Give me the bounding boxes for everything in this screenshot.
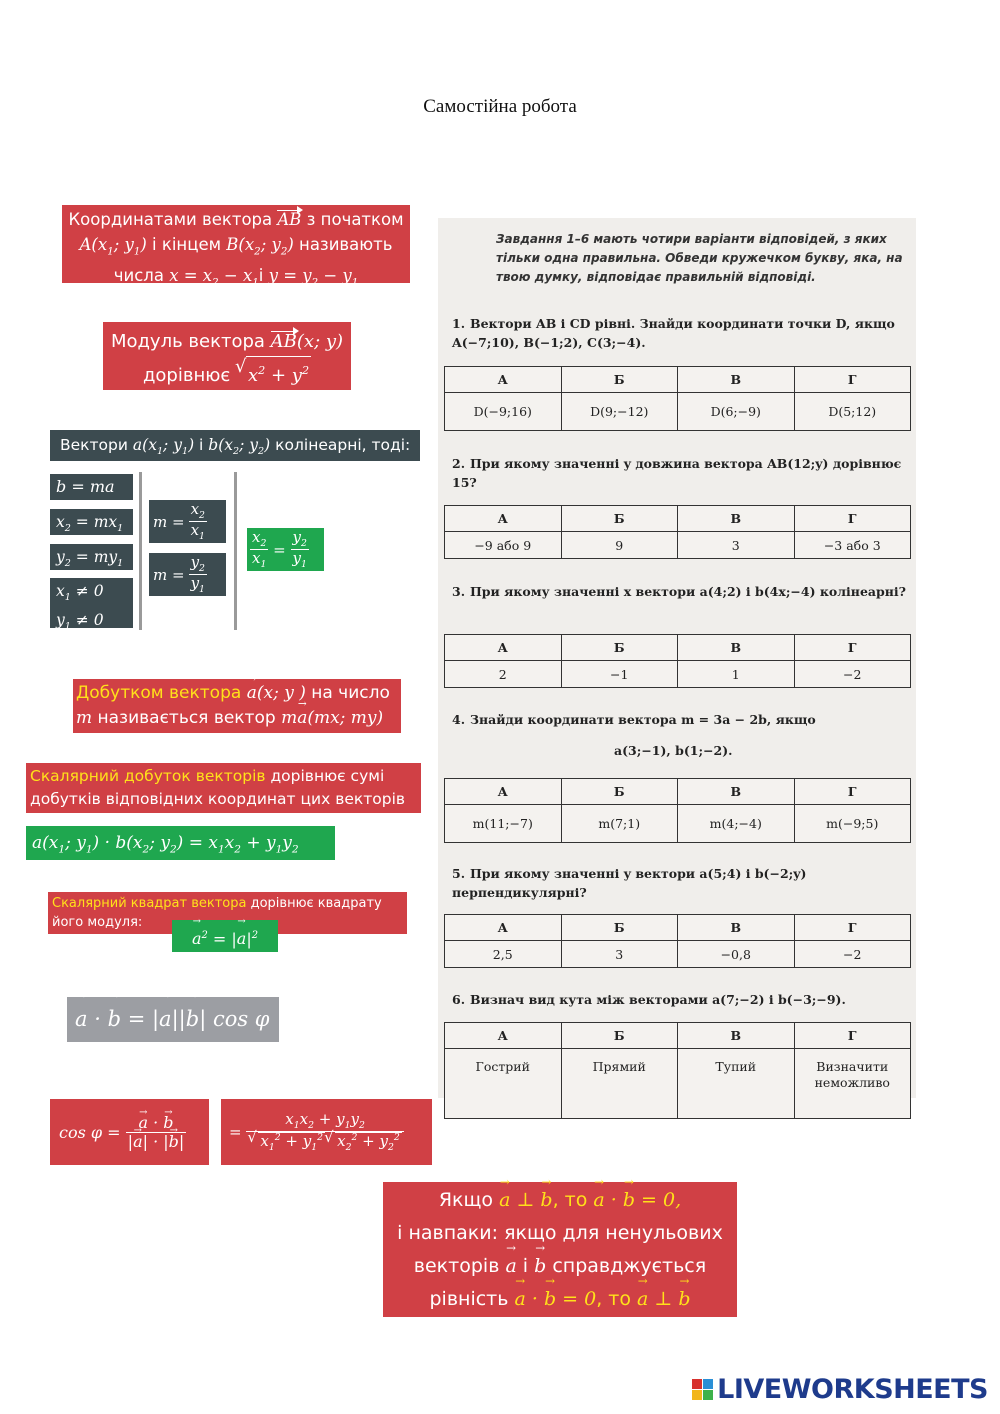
answer-option[interactable]: 9 [561,532,678,559]
answer-letter[interactable]: В [678,635,795,661]
task-number: 4. [452,712,466,727]
answer-option[interactable]: 2 [445,661,562,688]
answer-letter[interactable]: Г [794,1023,911,1049]
answer-option[interactable]: Визначити неможливо [794,1049,911,1119]
task-question [452,710,912,729]
logo-square [692,1390,702,1400]
answer-letter[interactable]: Б [561,367,678,393]
answer-letter[interactable]: А [445,367,562,393]
answer-letter[interactable]: Б [561,506,678,532]
task-subtext: a(3;−1), b(1;−2). [614,743,733,758]
collinear-formula-x2: $x_2 = mx_1$ [50,509,133,535]
vector-product-card: Добутком вектора → a(x; y ) на число m називається вектор m→ a(mx; my) [73,679,401,733]
task-number: 5. [452,866,466,881]
answer-letter[interactable]: А [445,506,562,532]
answer-letter[interactable]: А [445,635,562,661]
collinear-formula-b-eq-ma: → b = m→ a [50,474,133,500]
logo-square [703,1379,713,1389]
answer-letter[interactable]: А [445,1023,562,1049]
answer-letter[interactable]: В [678,506,795,532]
answer-letter[interactable]: Г [794,779,911,805]
answer-option[interactable]: −2 [794,941,911,968]
answer-option[interactable]: −2 [794,661,911,688]
answer-option[interactable]: Гострий [445,1049,562,1119]
collinear-formula-nonzero: $x_1 \ne 0$ $y_1 \ne 0$ [50,578,133,628]
perpendicular-card: Якщо → a ⊥ → b, то → a · → b = 0, і навпаки: якщо для ненульових векторів → a і → b справджується рівність → a · → b = 0, то → a ⊥ → b [383,1182,737,1317]
answer-option[interactable]: D(−9;16) [445,393,562,431]
answer-option[interactable]: Тупий [678,1049,795,1119]
answer-letter[interactable]: А [445,779,562,805]
vector-coordinates-card: Координатами вектора AB з початком $A(x_1$; $y_1$) і кінцем $B(x_2$; $y_2$) називають числа $x = x_2 - x_1і$ $y = y_2 - y_1$ [62,205,410,283]
answer-table [444,505,911,559]
answer-table [444,366,911,431]
collinear-formula-m-x: m = $\frac{x_2}{x_1}$ [149,500,226,543]
answer-letter[interactable]: В [678,367,795,393]
answer-option[interactable]: m(4;−4) [678,805,795,843]
divider-line [234,472,237,630]
task-number: 2. [452,456,466,471]
scalar-product-card: Скалярний добуток векторів дорівнює сумі добутків відповідних координат цих векторів [26,763,421,813]
task-question [452,990,912,1009]
scalar-square-card: Скалярний квадрат вектора дорівнює квадрату його модуля: [48,892,407,934]
task-text: При якому значенні y довжина вектора AB(12;y) дорівнює 15? [452,456,902,490]
answer-option[interactable]: 3 [678,532,795,559]
answer-option[interactable]: 2,5 [445,941,562,968]
liveworksheets-logo-icon [692,1379,713,1400]
answer-option[interactable]: 1 [678,661,795,688]
vector-modulus-card: Модуль вектора AB(x; y) дорівнює √ $x^2 + y^2$ [103,322,351,390]
answer-option[interactable]: 3 [561,941,678,968]
answer-letter[interactable]: Г [794,506,911,532]
collinear-formula-m-y: m = $\frac{y_2}{y_1}$ [149,553,226,596]
answer-letter[interactable]: Б [561,1023,678,1049]
task-text: Визнач вид кута між векторами a(7;−2) і b(−3;−9). [470,992,846,1007]
answer-option[interactable]: −9 або 9 [445,532,562,559]
answer-option[interactable]: m(7;1) [561,805,678,843]
task-question [452,864,912,902]
task-question [452,314,912,352]
answer-option[interactable]: D(9;−12) [561,393,678,431]
task-question [452,582,912,601]
answer-letter[interactable]: Б [561,779,678,805]
liveworksheets-logo-text: LIVEWORKSHEETS [717,1374,988,1405]
task-text: Знайди координати вектора m = 3a − 2b, якщо [470,712,816,727]
answer-letter[interactable]: А [445,915,562,941]
answer-letter[interactable]: Б [561,635,678,661]
collinear-header: Вектори → $a(x_1$; $y_1$) $і \to b(x_2$; $y_2$) колінеарні, тоді: [50,430,420,461]
cos-formula-right: = $x_1x_2 + y_1y_2$ √ $x_1^2 + y_1^2√$ $x_2^2 + y_2^2$ [221,1099,432,1165]
page-title: Самостійна робота [423,96,577,117]
cos-formula-left: cos φ = → $\frac{a \cdot \to b}{|\to a| \cdot |\to b|}$ [50,1099,209,1165]
answer-table [444,634,911,688]
divider-line [139,472,142,630]
answer-letter[interactable]: Б [561,915,678,941]
answer-letter[interactable]: Г [794,635,911,661]
answer-option[interactable]: −3 або 3 [794,532,911,559]
answer-option[interactable]: D(5;12) [794,393,911,431]
answer-letter[interactable]: В [678,915,795,941]
answer-letter[interactable]: Г [794,915,911,941]
task-number: 6. [452,992,466,1007]
worksheet-instructions: Завдання 1–6 мають чотири варіанти відповідей, з яких тільки одна правильна. Обведи кружечком букву, яка, на твою думку, відповідає правильній відповіді. [496,232,903,284]
answer-letter[interactable]: Г [794,367,911,393]
answer-option[interactable]: Прямий [561,1049,678,1119]
task-text: Вектори AB і CD рівні. Знайди координати точки D, якщо A(−7;10), B(−1;2), C(3;−4). [452,316,895,350]
logo-square [703,1390,713,1400]
task-question [452,454,912,492]
collinear-ratio-formula: $\frac{x_2}{x_1}$ = $\frac{y_2}{y_1}$ [247,528,324,571]
answer-letter[interactable]: В [678,1023,795,1049]
task-text: При якому значенні x вектори a(4;2) і b(4x;−4) колінеарні? [470,584,906,599]
logo-square [692,1379,702,1389]
scalar-square-formula: → $a^2$ = |→ $a|^2$ [172,920,278,952]
answer-option[interactable]: m(−9;5) [794,805,911,843]
task-number: 1. [452,316,466,331]
task-text: При якому значенні y вектори a(5;4) і b(−2;y) перпендикулярні? [452,866,807,900]
answer-option[interactable]: −0,8 [678,941,795,968]
answer-table [444,778,911,843]
answer-table [444,1022,911,1119]
dot-product-cos-formula: → a · → b = |→ a||→ b| cos φ [67,997,279,1042]
answer-table [444,914,911,968]
answer-option[interactable]: −1 [561,661,678,688]
answer-option[interactable]: D(6;−9) [678,393,795,431]
scalar-product-formula: → $a(x_1$; $y_1$) · → $b(x_2$; $y_2) = x_1x_2 + y_1y_2$ [26,826,335,860]
task-number: 3. [452,584,466,599]
answer-letter[interactable]: В [678,779,795,805]
liveworksheets-logo [692,1374,988,1405]
collinear-formula-y2: $y_2 = my_1$ [50,544,133,570]
answer-option[interactable]: m(11;−7) [445,805,562,843]
